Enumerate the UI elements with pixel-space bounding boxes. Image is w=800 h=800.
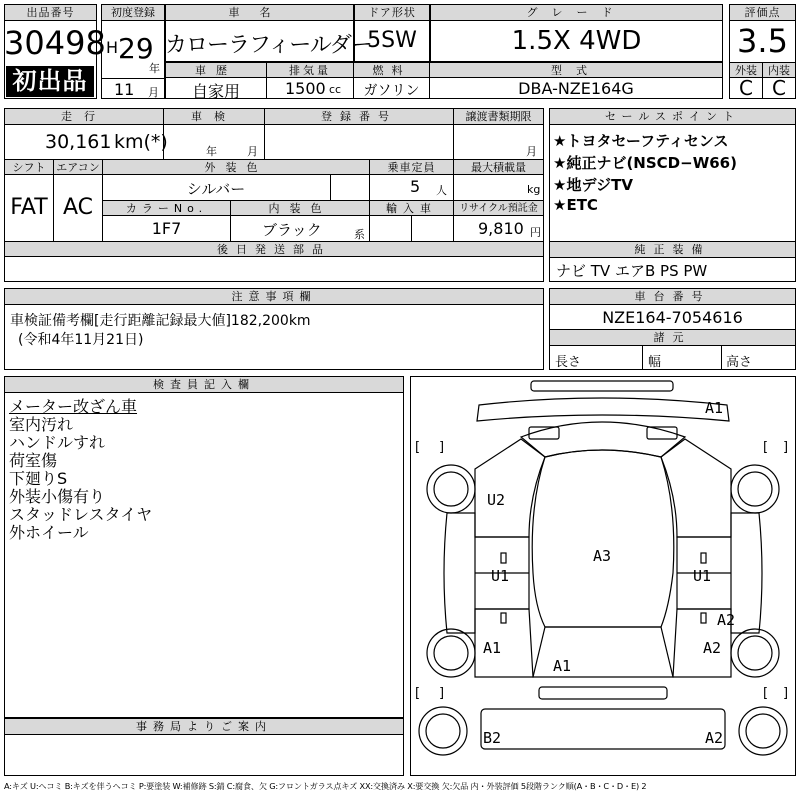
load-unit: kg bbox=[527, 183, 541, 196]
model-value: DBA-NZE164G bbox=[518, 79, 634, 98]
svg-text:[: [ bbox=[763, 686, 769, 701]
later-parts-label: 後日発送部品 bbox=[4, 241, 544, 257]
interior-color-value: ブラック bbox=[262, 221, 322, 239]
grade-label: グレード bbox=[430, 4, 723, 21]
sales-point-item: ★ETC bbox=[553, 196, 598, 214]
first-registration-label: 初度登録 bbox=[101, 4, 165, 21]
chassis-title: 車台番号 bbox=[549, 288, 796, 305]
capacity-unit: 人 bbox=[436, 184, 447, 197]
month-unit: 月 bbox=[148, 86, 159, 99]
lot-number-label: 出品番号 bbox=[4, 4, 97, 21]
exterior-grade: C bbox=[739, 76, 753, 100]
year-value: 29 bbox=[118, 32, 154, 65]
fuel-value: ガソリン bbox=[363, 83, 420, 99]
later-parts-cell bbox=[4, 256, 544, 282]
inspection-label: 車検 bbox=[163, 108, 265, 125]
divider bbox=[101, 78, 165, 79]
history-label: 車歴 bbox=[165, 62, 267, 78]
recycle-value: 9,810 bbox=[478, 219, 524, 238]
damage-mark-left-front-fender: U2 bbox=[487, 491, 506, 509]
inspector-item: 荷室傷 bbox=[9, 451, 58, 470]
exterior-grade-label: 外装 bbox=[729, 62, 763, 78]
capacity-value: 5 bbox=[410, 177, 421, 196]
dims-title: 諸元 bbox=[549, 329, 796, 346]
damage-mark-rear-bumper-left: B2 bbox=[483, 729, 502, 747]
svg-text:]: ] bbox=[439, 440, 445, 455]
chassis-value: NZE164-7054616 bbox=[602, 308, 743, 327]
inspector-item: メーター改ざん車 bbox=[9, 397, 138, 416]
displacement-unit: cc bbox=[329, 83, 342, 96]
model-label: 型式 bbox=[429, 62, 723, 78]
office-cell bbox=[4, 734, 404, 776]
lot-number: 30498 bbox=[4, 24, 106, 62]
damage-mark-right-rear-wheel: A2 bbox=[703, 639, 722, 657]
car-name: カローラフィールダー bbox=[165, 33, 372, 58]
inspector-title: 検査員記入欄 bbox=[4, 376, 404, 393]
transfer-label: 譲渡書類期限 bbox=[453, 108, 544, 125]
year-unit: 年 bbox=[149, 62, 160, 75]
inspection-year-unit: 年 bbox=[206, 145, 217, 158]
import-label: 輸入車 bbox=[369, 200, 454, 216]
mileage-label: 走行 bbox=[4, 108, 164, 125]
interior-grade: C bbox=[772, 76, 786, 100]
damage-mark-roof: A3 bbox=[593, 547, 612, 565]
notes-line-2: (令和4年11月21日) bbox=[18, 332, 144, 348]
inspector-item: 室内汚れ bbox=[9, 415, 74, 434]
svg-text:[: [ bbox=[763, 440, 769, 455]
interior-color-suffix: 系 bbox=[354, 228, 365, 241]
score-label: 評価点 bbox=[729, 4, 796, 21]
inspector-item: ハンドルすれ bbox=[9, 433, 106, 452]
aircon-value: AC bbox=[62, 195, 94, 220]
displacement-value: 1500 bbox=[285, 79, 326, 98]
sales-points-title: セールスポイント bbox=[549, 108, 796, 125]
sales-point-item: ★トヨタセーフティセンス bbox=[553, 132, 729, 150]
inspector-item: 下廻りS bbox=[9, 469, 68, 488]
exterior-color-label: 外装色 bbox=[102, 159, 370, 175]
svg-text:[: [ bbox=[415, 686, 421, 701]
sales-point-item: ★純正ナビ(NSCD−W66) bbox=[553, 154, 737, 172]
inspector-item: 外ホイール bbox=[9, 523, 89, 542]
load-label: 最大積載量 bbox=[453, 159, 544, 175]
history-value: 自家用 bbox=[191, 82, 240, 101]
transfer-month-unit: 月 bbox=[526, 145, 537, 158]
equipment-title: 純正装備 bbox=[549, 241, 796, 258]
damage-mark-front-bumper: A1 bbox=[705, 399, 724, 417]
color-no-label: カラーNo. bbox=[102, 200, 231, 216]
interior-color-label: 内装色 bbox=[230, 200, 370, 216]
capacity-label: 乗車定員 bbox=[369, 159, 454, 175]
era-value: H bbox=[106, 38, 119, 57]
damage-mark-rear-bumper-right: A2 bbox=[705, 729, 724, 747]
door-label: ドア形状 bbox=[354, 4, 430, 21]
damage-mark-left-door: U1 bbox=[491, 567, 510, 585]
svg-text:]: ] bbox=[783, 440, 789, 455]
car-diagram bbox=[410, 376, 796, 776]
office-title: 事務局よりご案内 bbox=[4, 718, 404, 735]
interior-grade-label: 内装 bbox=[762, 62, 796, 78]
sales-point-item: ★地デジTV bbox=[553, 176, 633, 194]
inspection-month-unit: 月 bbox=[247, 145, 258, 158]
shift-value: FAT bbox=[10, 195, 48, 220]
grade-value: 1.5X 4WD bbox=[511, 26, 642, 56]
displacement-label: 排気量 bbox=[266, 62, 354, 78]
notes-line-1: 車検証備考欄[走行距離記録最大値]182,200km bbox=[10, 313, 311, 329]
registration-cell bbox=[264, 124, 454, 160]
car-diagram-svg bbox=[411, 377, 795, 775]
divider bbox=[330, 174, 331, 201]
first-listing-badge: 初出品 bbox=[6, 66, 94, 97]
recycle-unit: 円 bbox=[530, 226, 541, 239]
color-no-value: 1F7 bbox=[151, 219, 182, 238]
door-value: 5SW bbox=[367, 28, 417, 53]
shift-label: シフト bbox=[4, 159, 54, 175]
exterior-color-value: シルバー bbox=[186, 180, 246, 198]
svg-text:]: ] bbox=[783, 686, 789, 701]
length-label: 長さ bbox=[555, 355, 582, 370]
legend: A:キズ U:ヘコミ B:キズを伴うヘコミ P:要塗装 W:補修跡 S:錆 C:腐食、欠 G:フロントガラス点キズ XX:交換済み X:要交換 欠:欠品 内・外装評価 5段階ランク順(A・B・C・D・E) 2 bbox=[4, 781, 647, 791]
height-label: 高さ bbox=[726, 355, 753, 370]
svg-text:[: [ bbox=[415, 440, 421, 455]
registration-label: 登録番号 bbox=[264, 108, 454, 125]
damage-mark-right-door: U1 bbox=[693, 567, 712, 585]
svg-text:]: ] bbox=[439, 686, 445, 701]
aircon-label: エアコン bbox=[53, 159, 103, 175]
mileage-value: 30,161 bbox=[45, 131, 112, 153]
fuel-label: 燃料 bbox=[353, 62, 430, 78]
damage-mark-right-rear-door: A2 bbox=[717, 611, 736, 629]
car-name-label: 車名 bbox=[165, 4, 354, 21]
damage-mark-left-rear-wheel: A1 bbox=[483, 639, 502, 657]
divider bbox=[411, 215, 412, 242]
inspector-item: スタッドレスタイヤ bbox=[9, 505, 153, 524]
score-value: 3.5 bbox=[737, 22, 788, 60]
notes-title: 注意事項欄 bbox=[4, 288, 544, 305]
equipment-value: ナビ TV エアB PS PW bbox=[556, 262, 708, 280]
recycle-label: リサイクル預託金 bbox=[453, 200, 544, 216]
damage-mark-trunk: A1 bbox=[553, 657, 572, 675]
month-value: 11 bbox=[114, 80, 135, 99]
width-label: 幅 bbox=[648, 355, 662, 370]
inspector-item: 外装小傷有り bbox=[9, 487, 106, 506]
mileage-unit: km(*) bbox=[114, 131, 168, 153]
